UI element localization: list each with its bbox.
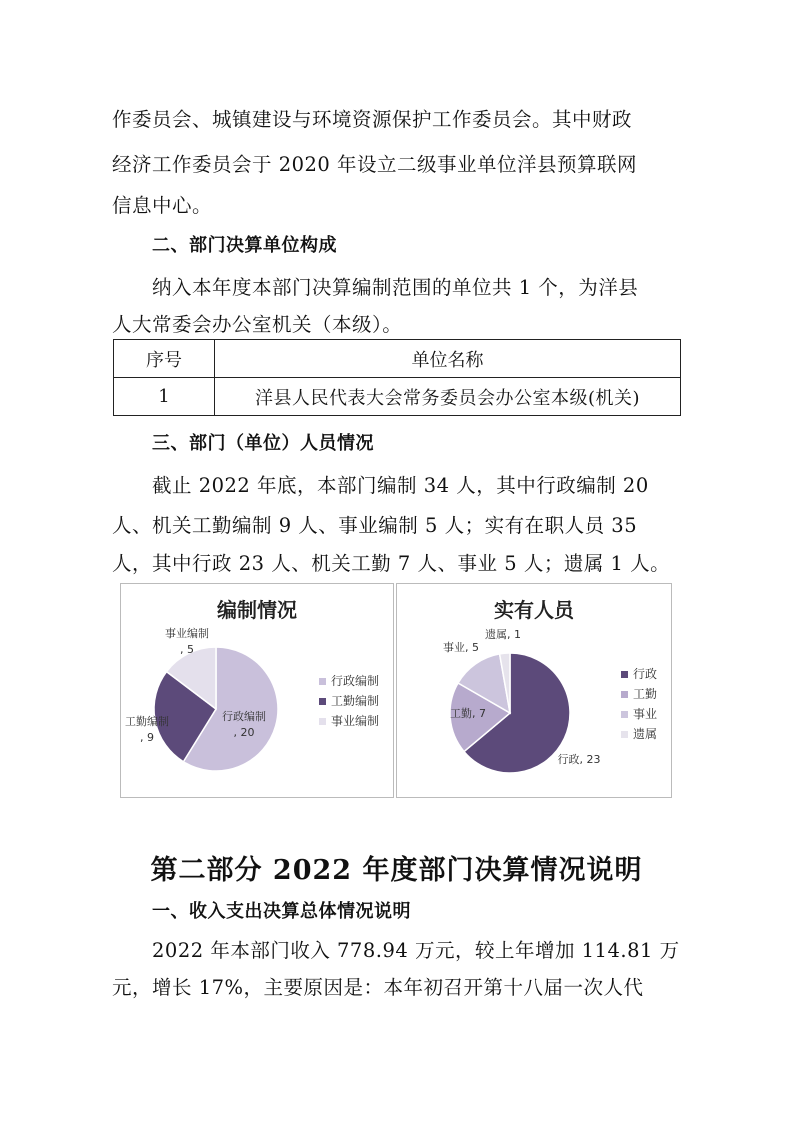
table-header-row (114, 340, 681, 378)
pie-chart (397, 584, 671, 797)
data-label: 行政, 23 (557, 753, 601, 766)
section-heading: 三、部门（单位）人员情况 (152, 433, 374, 454)
paragraph-line: 元，增长 17%，主要原因是：本年初召开第十八届一次人代 (112, 976, 644, 999)
data-label: 行政编制, 20 (222, 710, 266, 739)
legend-swatch (319, 718, 326, 725)
legend-label: 事业编制 (331, 714, 380, 728)
legend-label: 行政 (633, 667, 658, 681)
chart-title: 编制情况 (217, 598, 297, 622)
paragraph-line: 人、机关工勤编制 9 人、事业编制 5 人；实有在职人员 35 (112, 514, 638, 537)
legend-swatch (621, 731, 628, 738)
legend-label: 事业 (633, 707, 658, 721)
paragraph-line: 2022 年本部门收入 778.94 万元，较上年增加 114.81 万 (152, 939, 680, 962)
data-label: 工勤编制, 9 (125, 715, 169, 744)
legend-label: 遗属 (633, 727, 658, 741)
data-label: 事业编制, 5 (165, 627, 209, 656)
legend-label: 工勤编制 (331, 694, 380, 708)
unit-table (113, 339, 681, 416)
paragraph-line: 经济工作委员会于 2020 年设立二级事业单位洋县预算联网 (112, 153, 638, 176)
table-cell: 洋县人民代表大会常务委员会办公室本级(机关) (215, 378, 681, 416)
table-header-cell: 单位名称 (215, 340, 681, 378)
paragraph-line: 信息中心。 (112, 194, 213, 217)
paragraph-line: 人大常委会办公室机关（本级）。 (112, 313, 403, 336)
data-label: 工勤, 7 (450, 707, 486, 720)
paragraph-line: 截止 2022 年底，本部门编制 34 人，其中行政编制 20 (152, 474, 649, 497)
chart-title: 实有人员 (494, 598, 574, 622)
chart-staffing (120, 583, 394, 798)
pie-chart (121, 584, 393, 797)
part-title: 第二部分 2022 年度部门决算情况说明 (150, 855, 643, 886)
legend-label: 行政编制 (331, 674, 380, 688)
table-header-cell: 序号 (114, 340, 215, 378)
legend-swatch (319, 698, 326, 705)
legend-swatch (319, 678, 326, 685)
paragraph-line: 纳入本年度本部门决算编制范围的单位共 1 个，为洋县 (152, 276, 639, 299)
section-heading: 一、收入支出决算总体情况说明 (152, 901, 411, 922)
legend-label: 工勤 (633, 687, 658, 701)
paragraph-line: 作委员会、城镇建设与环境资源保护工作委员会。其中财政 (112, 108, 633, 131)
table-cell: 1 (114, 378, 215, 416)
legend-swatch (621, 671, 628, 678)
paragraph-line: 人，其中行政 23 人、机关工勤 7 人、事业 5 人；遗属 1 人。 (112, 552, 671, 575)
chart-actual-staff (396, 583, 672, 798)
legend-swatch (621, 711, 628, 718)
section-heading: 二、部门决算单位构成 (152, 235, 337, 256)
legend-swatch (621, 691, 628, 698)
data-label: 事业, 5 (443, 641, 479, 654)
data-label: 遗属, 1 (485, 628, 521, 641)
table-row (114, 378, 681, 416)
